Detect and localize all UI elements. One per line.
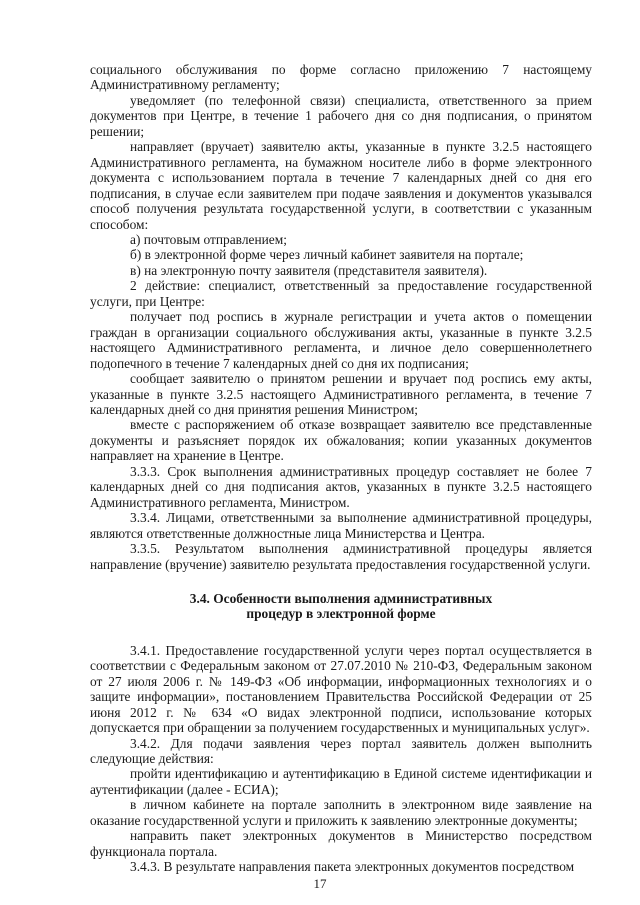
paragraph: социального обслуживания по форме согласно приложению 7 настоящему Административному регламенту; <box>90 62 592 93</box>
page-number: 17 <box>313 876 327 891</box>
paragraph: получает под роспись в журнале регистрации и учета актов о помещении граждан в организации социального обслуживания акты, указанные в пункте 3.2.5 настоящего Административного регламента, и личное дело совершеннолетнего подопечного в течение 7 календарных дней со дня их подписания; <box>90 309 592 371</box>
paragraph: направляет (вручает) заявителю акты, указанные в пункте 3.2.5 настоящего Административного регламента, на бумажном носителе либо в форме электронного документа с использованием портала в течение 7 календарных дней со дня его подписания, в случае если заявителем при подаче заявления и документов указывался способ получения результата государственной услуги, в соответствии с указанным способом: <box>90 139 592 232</box>
paragraph: направить пакет электронных документов в Министерство посредством функционала портала. <box>90 828 592 859</box>
section-3-4-text <box>90 643 592 875</box>
paragraph: в) на электронную почту заявителя (представителя заявителя). <box>130 262 488 278</box>
paragraph: в личном кабинете на портале заполнить в электронном виде заявление на оказание государственной услуги и приложить к заявлению электронные документы; <box>90 797 592 828</box>
paragraph: 3.3.5. Результатом выполнения административной процедуры является направление (вручение) заявителю результата предоставления государственной услуги. <box>90 541 592 572</box>
section-heading-line-1: 3.4. Особенности выполнения административных <box>189 590 493 606</box>
section-heading <box>90 591 592 622</box>
section-3-3-text <box>90 62 592 572</box>
section-heading-line-2: процедур в электронной форме <box>246 606 436 622</box>
paragraph: 3.4.3. В результате направления пакета электронных документов посредством <box>130 859 575 875</box>
paragraph: сообщает заявителю о принятом решении и вручает под роспись ему акты, указанные в пункте 3.2.5 настоящего Административного регламента, в течение 7 календарных дней со дня принятия решения Министром; <box>90 371 592 417</box>
paragraph: а) почтовым отправлением; <box>130 231 287 247</box>
paragraph: уведомляет (по телефонной связи) специалиста, ответственного за прием документов при Центре, в течение 1 рабочего дня со дня подписания, о принятом решении; <box>90 92 592 139</box>
paragraph: 3.3.3. Срок выполнения административных процедур составляет не более 7 календарных дней со дня подписания актов, указанных в пункте 3.2.5 настоящего Административного регламента, Министром. <box>90 463 592 510</box>
paragraph: 3.3.4. Лицами, ответственными за выполнение административной процедуры, являются ответственные должностные лица Министерства и Центра. <box>90 510 592 541</box>
document-body <box>90 62 592 875</box>
paragraph: вместе с распоряжением об отказе возвращает заявителю все представленные документы и разъясняет порядок их обжалования; копии указанных документов направляет на хранение в Центре. <box>90 417 592 464</box>
paragraph: 3.4.2. Для подачи заявления через портал заявитель должен выполнить следующие действия: <box>90 735 592 767</box>
paragraph: 3.4.1. Предоставление государственной услуги через портал осуществляется в соответствии с Федеральным законом от 27.07.2010 № 210-ФЗ, Федеральным законом от 27 июля 2006 г. № 149-ФЗ «Об информации, информационных технологиях и о защите информации», постановлением Правительства Российской Федерации от 25 июня 2012 г. № 634 «О видах электронной подписи, использование которых допускается при обращении за получением государственных и муниципальных услуг». <box>90 642 592 736</box>
paragraph: б) в электронной форме через личный кабинет заявителя на портале; <box>130 247 524 263</box>
paragraph: пройти идентификацию и аутентификацию в Единой системе идентификации и аутентификации (далее - ЕСИА); <box>90 766 592 797</box>
paragraph: 2 действие: специалист, ответственный за предоставление государственной услуги, при Центре: <box>90 278 592 309</box>
